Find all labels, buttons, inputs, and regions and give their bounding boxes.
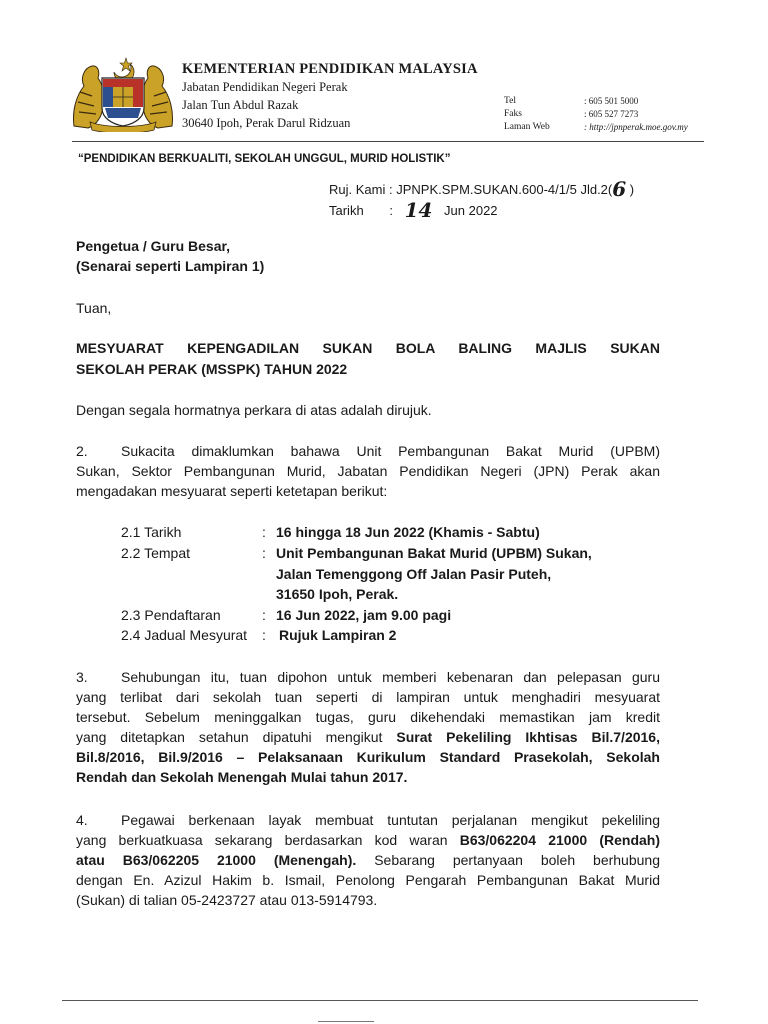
para3-line-1: Sehubungan itu, tuan dipohon untuk memberi kebenaran dan pelepasan guru bbox=[121, 669, 660, 685]
detail-value-tarikh: 16 hingga 18 Jun 2022 (Khamis - Sabtu) bbox=[276, 524, 540, 540]
para4-line-1: Pegawai berkenaan layak membuat tuntutan perjalanan mengikut pekeliling bbox=[121, 812, 660, 828]
letter-title-line-1: MESYUARAT KEPENGADILAN SUKAN BOLA BALING MAJLIS SUKAN bbox=[76, 340, 660, 356]
detail-value-jadual: Rujuk Lampiran 2 bbox=[279, 627, 397, 643]
para3-line-2: yang terlibat dari sekolah tuan seperti di lampiran untuk menghadiri mesyuarat bbox=[76, 689, 660, 705]
website-label: Laman Web bbox=[504, 122, 550, 132]
para4-line-3-bold: atau B63/062205 21000 (Menengah). bbox=[76, 852, 357, 868]
detail-label-tarikh: 2.1 Tarikh bbox=[121, 524, 182, 540]
tel-value: : 605 501 5000 bbox=[584, 96, 639, 106]
detail-label-pendaftaran: 2.3 Pendaftaran bbox=[121, 607, 221, 623]
date-colon: : bbox=[389, 203, 393, 218]
address-line-3: 30640 Ipoh, Perak Darul Ridzuan bbox=[182, 116, 351, 130]
detail-value-tempat-2: Jalan Temenggong Off Jalan Pasir Puteh, bbox=[276, 566, 552, 582]
para3-line-6: Rendah dan Sekolah Menengah Mulai tahun 2017. bbox=[76, 769, 408, 785]
fax-value: : 605 527 7273 bbox=[584, 109, 639, 119]
reference-block bbox=[329, 178, 634, 220]
address-line-2: Jalan Tun Abdul Razak bbox=[182, 98, 299, 112]
para2-line-3: mengadakan mesyuarat seperti ketetapan berikut: bbox=[76, 483, 388, 499]
para4-line-5: (Sukan) di talian 05-2423727 atau 013-5914793. bbox=[76, 892, 378, 908]
date-month-year: Jun 2022 bbox=[444, 203, 498, 218]
letterhead-divider bbox=[72, 141, 704, 142]
para3-line-4 bbox=[76, 727, 660, 747]
detail-value-pendaftaran: 16 Jun 2022, jam 9.00 pagi bbox=[276, 607, 452, 623]
detail-label-tempat: 2.2 Tempat bbox=[121, 545, 191, 561]
para4-line-2-bold: B63/062204 21000 (Rendah) bbox=[459, 832, 660, 848]
coat-of-arms-logo bbox=[70, 56, 176, 132]
para2-number: 2. bbox=[76, 443, 88, 459]
letter-title-line-2: SEKOLAH PERAK (MSSPK) TAHUN 2022 bbox=[76, 361, 348, 377]
para3-number: 3. bbox=[76, 669, 88, 685]
detail-colon-pendaftaran: : bbox=[262, 607, 266, 623]
detail-value-tempat-1: Unit Pembangunan Bakat Murid (UPBM) Sukan, bbox=[276, 545, 592, 561]
para4-line-3-plain: Sebarang pertanyaan boleh berhubung bbox=[356, 852, 660, 868]
intro-paragraph: Dengan segala hormatnya perkara di atas adalah dirujuk. bbox=[76, 402, 432, 418]
tel-label: Tel bbox=[504, 96, 516, 106]
page-bottom-mark bbox=[318, 1021, 374, 1022]
para4-line-4: dengan En. Azizul Hakim b. Ismail, Penolong Pengarah Pembangunan Bakat Murid bbox=[76, 872, 660, 888]
recipient-line-1: Pengetua / Guru Besar, bbox=[76, 238, 231, 254]
recipient-line-2: (Senarai seperti Lampiran 1) bbox=[76, 258, 265, 274]
address-line-1: Jabatan Pendidikan Negeri Perak bbox=[182, 80, 348, 94]
para4-line-2 bbox=[76, 830, 660, 850]
para4-line-2-plain: yang berkuatkuasa sekarang berdasarkan kod waran bbox=[76, 832, 460, 848]
detail-label-jadual: 2.4 Jadual Mesyurat bbox=[121, 627, 248, 643]
para3-line-4-bold: Surat Pekeliling Ikhtisas Bil.7/2016, bbox=[396, 729, 660, 745]
para2-line-2: Sukan, Sektor Pembangunan Murid, Jabatan Pendidikan Negeri (JPN) Perak akan bbox=[76, 463, 660, 479]
para4-line-3 bbox=[76, 850, 660, 870]
website-value: : http://jpnperak.moe.gov.my bbox=[584, 122, 688, 132]
para3-line-3: tersebut. Sebelum meninggalkan tugas, guru dikehendaki memastikan jam kredit bbox=[76, 709, 660, 725]
ministry-name: KEMENTERIAN PENDIDIKAN MALAYSIA bbox=[182, 61, 478, 77]
fax-label: Faks bbox=[504, 109, 522, 119]
para2-line-1: Sukacita dimaklumkan bahawa Unit Pembangunan Bakat Murid (UPBM) bbox=[121, 443, 660, 459]
date-line bbox=[329, 199, 634, 220]
footer-divider bbox=[62, 1000, 698, 1001]
ruj-value: : JPNPK.SPM.SUKAN.600-4/1/5 Jld.2( bbox=[388, 182, 613, 197]
detail-colon-tarikh: : bbox=[262, 524, 266, 540]
para4-number: 4. bbox=[76, 812, 88, 828]
ruj-close: ) bbox=[626, 182, 635, 197]
motto: “PENDIDIKAN BERKUALITI, SEKOLAH UNGGUL, MURID HOLISTIK” bbox=[78, 153, 451, 165]
para3-line-5: Bil.8/2016, Bil.9/2016 – Pelaksanaan Kurikulum Standard Prasekolah, Sekolah bbox=[76, 749, 660, 765]
ruj-label: Ruj. Kami bbox=[329, 182, 386, 197]
ruj-handwritten-number: 6 bbox=[612, 177, 627, 201]
salutation: Tuan, bbox=[76, 300, 112, 316]
date-handwritten-day: 14 bbox=[404, 198, 433, 222]
reference-line bbox=[329, 178, 634, 199]
date-label: Tarikh bbox=[329, 203, 364, 218]
detail-colon-tempat: : bbox=[262, 545, 266, 561]
detail-value-tempat-3: 31650 Ipoh, Perak. bbox=[276, 586, 399, 602]
detail-colon-jadual: : bbox=[262, 627, 266, 643]
para3-line-4-plain: yang ditetapkan setahun dipatuhi mengikut bbox=[76, 729, 397, 745]
